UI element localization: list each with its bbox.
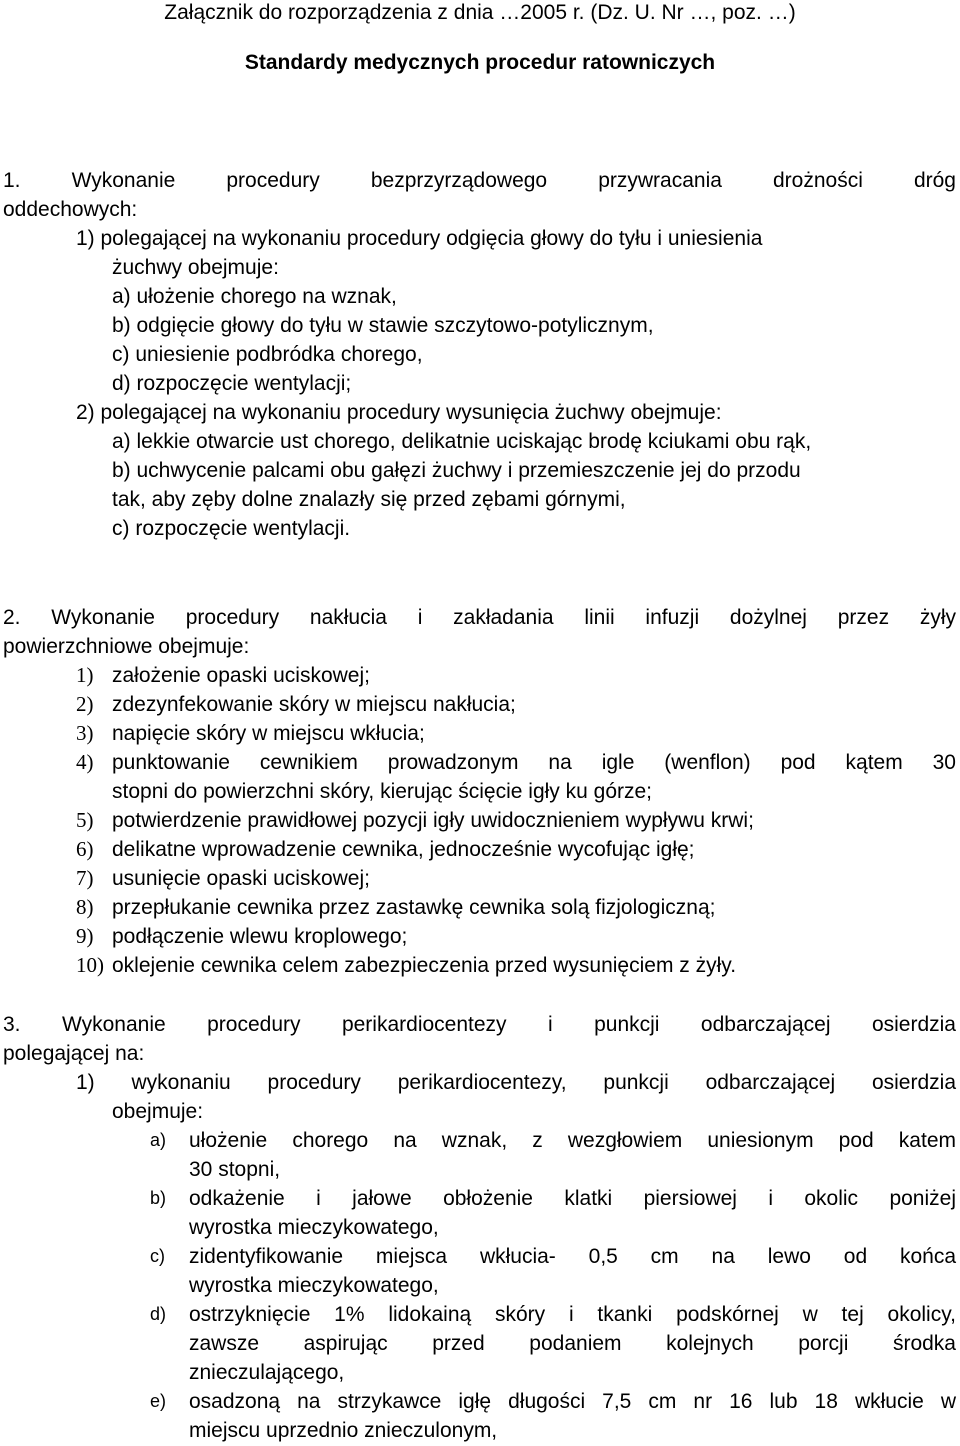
- section-2: [3, 603, 956, 980]
- list-letter: e): [150, 1391, 167, 1411]
- section-3: [3, 1010, 956, 1445]
- list-item-text: przepłukanie cewnika przez zastawkę cewnika solą fizjologiczną;: [112, 896, 716, 919]
- section-1-heading-line2: oddechowych:: [3, 198, 138, 221]
- section-1-item-1-sub-b: b) odgięcie głowy do tyłu w stawie szczytowo-potylicznym,: [112, 314, 654, 337]
- section-3-sub-item: [3, 1242, 956, 1300]
- list-number: 8): [76, 895, 94, 919]
- list-item-text: napięcie skóry w miejscu wkłucia;: [112, 722, 425, 745]
- list-letter: a): [150, 1130, 167, 1150]
- list-item-text: założenie opaski uciskowej;: [112, 664, 370, 687]
- list-item-text: zdezynfekowanie skóry w miejscu nakłucia;: [112, 693, 516, 716]
- document-title: Standardy medycznych procedur ratowniczych: [244, 51, 716, 74]
- section-1-item-2: 2) polegającej na wykonaniu procedury wysunięcia żuchwy obejmuje:: [76, 401, 722, 424]
- section-2-item: [3, 661, 956, 690]
- section-2-item: [3, 835, 956, 864]
- section-3-heading-line1: 3. Wykonanie procedury perikardiocentezy i punkcji odbarczającej osierdzia: [3, 1013, 956, 1036]
- section-3-sub-list: [3, 1126, 956, 1445]
- section-2-item: [3, 806, 956, 835]
- list-number: 1): [76, 663, 94, 687]
- list-number: 7): [76, 866, 94, 890]
- list-item-text: delikatne wprowadzenie cewnika, jednocześnie wycofując igłę;: [112, 838, 695, 861]
- section-2-item: [3, 719, 956, 748]
- list-item-text: potwierdzenie prawidłowej pozycji igły uwidocznieniem wypływu krwi;: [112, 809, 754, 832]
- section-1-item-1: 1) polegającej na wykonaniu procedury odgięcia głowy do tyłu i uniesienia: [76, 227, 763, 250]
- section-2-item: [3, 922, 956, 951]
- list-number: 4): [76, 750, 94, 774]
- list-number: 5): [76, 808, 94, 832]
- section-1-heading-line1: 1. Wykonanie procedury bezprzyrządowego przywracania drożności dróg: [3, 169, 956, 192]
- list-number: 3): [76, 721, 94, 745]
- list-item-text: oklejenie cewnika celem zabezpieczenia przed wysunięciem z żyły.: [112, 954, 737, 977]
- list-item-text: osadzoną na strzykawce igłę długości 7,5 cm nr 16 lub 18 wkłucie w miejscu uprzednio znieczulonym,: [189, 1390, 956, 1442]
- section-1-item-2-sub-b: b) uchwycenie palcami obu gałęzi żuchwy i przemieszczenie jej do przodu: [112, 459, 801, 482]
- list-letter: b): [150, 1188, 167, 1208]
- list-number: 2): [76, 692, 94, 716]
- section-2-item: [3, 951, 956, 980]
- list-number: 10): [76, 953, 104, 977]
- list-letter: d): [150, 1304, 167, 1324]
- section-3-sub-item: [3, 1387, 956, 1445]
- list-item-text: podłączenie wlewu kroplowego;: [112, 925, 408, 948]
- section-3-sub-item: [3, 1300, 956, 1387]
- list-item-text: punktowanie cewnikiem prowadzonym na igle (wenflon) pod kątem 30 stopni do powierzchni skóry, kierując ścięcie igły ku górze;: [112, 751, 956, 803]
- section-3-item-1: 1) wykonaniu procedury perikardiocentezy, punkcji odbarczającej osierdzia: [76, 1071, 956, 1094]
- section-2-heading-line2: powierzchniowe obejmuje:: [3, 635, 250, 658]
- section-3-sub-item: [3, 1184, 956, 1242]
- list-number: 6): [76, 837, 94, 861]
- section-1-item-1-sub-c: c) uniesienie podbródka chorego,: [112, 343, 423, 366]
- section-2-item: [3, 893, 956, 922]
- section-2-item: [3, 864, 956, 893]
- list-number: 9): [76, 924, 94, 948]
- list-item-text: usunięcie opaski uciskowej;: [112, 867, 370, 890]
- section-1: [3, 166, 956, 543]
- document-header: Załącznik do rozporządzenia z dnia …2005 r. (Dz. U. Nr …, poz. …): [164, 1, 796, 24]
- list-item-text: odkażenie i jałowe obłożenie klatki piersiowej i okolic poniżej wyrostka mieczykowatego,: [189, 1187, 956, 1239]
- section-1-item-1-sub-d: d) rozpoczęcie wentylacji;: [112, 372, 352, 395]
- section-3-sub-item: [3, 1126, 956, 1184]
- section-1-item-2-sub-c: c) rozpoczęcie wentylacji.: [112, 517, 351, 540]
- section-2-list: [3, 661, 956, 980]
- section-2-item: [3, 690, 956, 719]
- list-item-text: zidentyfikowanie miejsca wkłucia- 0,5 cm na lewo od końca wyrostka mieczykowatego,: [189, 1245, 956, 1297]
- list-item-text: ostrzyknięcie 1% lidokainą skóry i tkanki podskórnej w tej okolicy, zawsze aspirując przed podaniem kolejnych porcji środka znieczulającego,: [189, 1303, 956, 1384]
- section-1-item-1-sub-a: a) ułożenie chorego na wznak,: [112, 285, 397, 308]
- list-letter: c): [150, 1246, 165, 1266]
- section-1-item-2-sub-a: a) lekkie otwarcie ust chorego, delikatnie uciskając brodę kciukami obu rąk,: [112, 430, 812, 453]
- list-item-text: ułożenie chorego na wznak, z wezgłowiem uniesionym pod katem 30 stopni,: [189, 1129, 956, 1181]
- section-2-item: [3, 748, 956, 806]
- section-3-item-1-cont: obejmuje:: [112, 1100, 204, 1123]
- section-1-item-1-cont: żuchwy obejmuje:: [112, 256, 279, 279]
- section-1-item-2-sub-b-cont: tak, aby zęby dolne znalazły się przed zębami górnymi,: [112, 488, 626, 511]
- section-2-heading-line1: 2. Wykonanie procedury nakłucia i zakładania linii infuzji dożylnej przez żyły: [3, 606, 956, 629]
- section-3-heading-line2: polegającej na:: [3, 1042, 145, 1065]
